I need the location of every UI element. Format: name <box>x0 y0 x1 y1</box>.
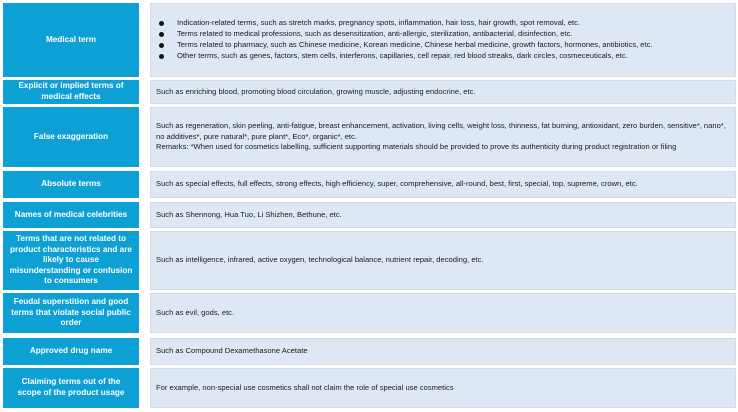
row-text: For example, non-special use cosmetics shall not claim the role of special use cosmetics <box>156 382 454 392</box>
list-item: Terms related to medical professions, such as desensitization, anti-allergic, sterilization, antibacterial, disinfection, etc. <box>156 29 653 40</box>
row-content <box>150 368 736 408</box>
row-label: Approved drug name <box>3 338 139 365</box>
table-row-misleading-terms <box>0 231 738 290</box>
list-item: Other terms, such as genes, factors, stem cells, interferons, capillaries, cell repair, red blood streaks, dark circles, cosmeceuticals, etc. <box>156 51 653 62</box>
remarks-text: Remarks: *When used for cosmetics labelling, sufficient supporting materials should be provided to prove its authenticity during product registration or filing <box>156 142 677 152</box>
row-label: Terms that are not related to product characteristics and are likely to cause misunderstanding or confusion to consumers <box>3 231 139 290</box>
row-content <box>150 231 736 290</box>
row-content <box>150 107 736 167</box>
row-text: Such as regeneration, skin peeling, anti-fatigue, breast enhancement, activation, living cells, weight loss, thinness, fat burning, antioxidant, zero burden, sensitive*, nano*, no additives*, pure natural*, pure plant*, Eco*, organic*, etc. <box>156 120 726 141</box>
table-row-medical-effects <box>0 80 738 104</box>
row-text: Such as enriching blood, promoting blood circulation, growing muscle, adjusting endocrine, etc. <box>156 86 476 96</box>
row-content <box>150 80 736 104</box>
row-content <box>150 338 736 365</box>
table-row-absolute-terms <box>0 171 738 198</box>
bullet-icon <box>159 43 164 48</box>
row-label: Absolute terms <box>3 171 139 198</box>
table-row-medical-celebrities <box>0 202 738 228</box>
row-content <box>150 202 736 228</box>
bullet-icon <box>159 32 164 37</box>
table-row-false-exaggeration <box>0 107 738 167</box>
row-text: Such as Shennong, Hua Tuo, Li Shizhen, Bethune, etc. <box>156 209 342 219</box>
row-content <box>150 171 736 198</box>
row-text: Such as Compound Dexamethasone Acetate <box>156 346 308 356</box>
table-row-medical-term <box>0 3 738 77</box>
table-row-approved-drug-name <box>0 338 738 365</box>
row-content <box>150 3 736 77</box>
row-label: Feudal superstition and good terms that violate social public order <box>3 293 139 333</box>
row-label: Explicit or implied terms of medical effects <box>3 80 139 104</box>
list-item: Terms related to pharmacy, such as Chinese medicine, Korean medicine, Chinese herbal medicine, growth factors, hormones, antibiotics, etc. <box>156 40 653 51</box>
row-label: False exaggeration <box>3 107 139 167</box>
bullet-icon <box>159 21 164 26</box>
row-label: Names of medical celebrities <box>3 202 139 228</box>
bullet-list <box>156 18 653 61</box>
row-text: Such as special effects, full effects, strong effects, high efficiency, super, comprehensive, all-round, best, first, special, top, supreme, crown, etc. <box>156 179 638 189</box>
row-label: Claiming terms out of the scope of the product usage <box>3 368 139 408</box>
table-row-feudal-superstition <box>0 293 738 333</box>
list-item: Indication-related terms, such as stretch marks, pregnancy spots, inflammation, hair loss, hair growth, spot removal, etc. <box>156 18 653 29</box>
table-row-out-of-scope-claims <box>0 368 738 408</box>
row-label: Medical term <box>3 3 139 77</box>
bullet-icon <box>159 54 164 59</box>
row-text: Such as evil, gods, etc. <box>156 307 235 317</box>
row-content <box>150 293 736 333</box>
row-text: Such as intelligence, infrared, active oxygen, technological balance, nutrient repair, decoding, etc. <box>156 255 484 265</box>
